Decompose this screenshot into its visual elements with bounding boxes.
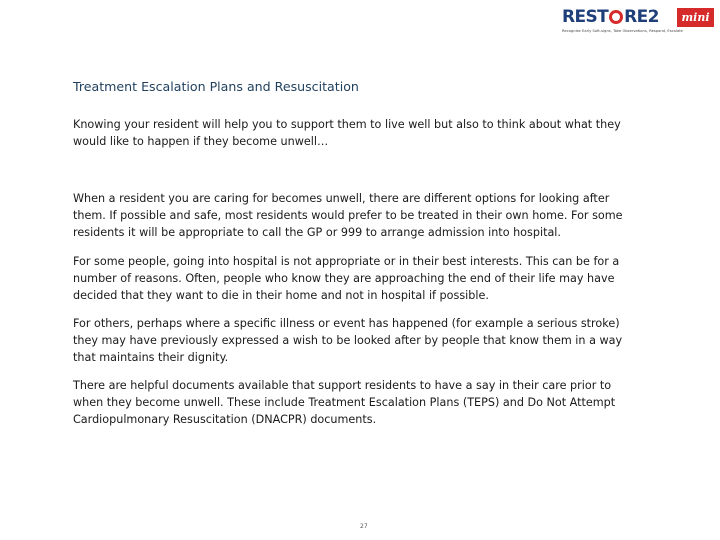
paragraph-3: For some people, going into hospital is not appropriate or in their best interests. This can be for a number of reasons. Often, people who know they are approaching the end of their life may have decided that they want to die in their home and not in hospital if possible. bbox=[73, 255, 620, 302]
page-number: 27 bbox=[360, 523, 368, 530]
page-title: Treatment Escalation Plans and Resuscitation bbox=[73, 79, 359, 94]
paragraph-2: When a resident you are caring for becomes unwell, there are different options for looking after them. If possible and safe, most residents would prefer to be treated in their own home. For some residents it will be appropriate to call the GP or 999 to arrange admission into hospital. bbox=[73, 192, 623, 239]
logo-mini-badge: mini bbox=[677, 8, 714, 27]
paragraph-4: For others, perhaps where a specific illness or event has happened (for example a serious stroke) they may have previously expressed a wish to be looked after by people that know them in a way that maintains their dignity. bbox=[73, 317, 623, 364]
logo-wordmark bbox=[562, 7, 659, 27]
restore2-mini-logo bbox=[562, 7, 714, 37]
paragraph-1: Knowing your resident will help you to support them to live well but also to think about what they would like to happen if they become unwell… bbox=[73, 118, 621, 148]
logo-o-ring-icon bbox=[609, 10, 623, 24]
logo-text-after: RE2 bbox=[624, 7, 659, 27]
paragraph-5: There are helpful documents available that support residents to have a say in their care prior to when they become unwell. These include Treatment Escalation Plans (TEPS) and Do Not Attempt Cardiopulmonary Resuscitation (DNACPR) documents. bbox=[73, 379, 616, 426]
logo-tagline: Recognise Early Soft-signs, Take Observations, Respond, Escalate bbox=[562, 29, 683, 33]
logo-text-before: REST bbox=[562, 7, 609, 27]
